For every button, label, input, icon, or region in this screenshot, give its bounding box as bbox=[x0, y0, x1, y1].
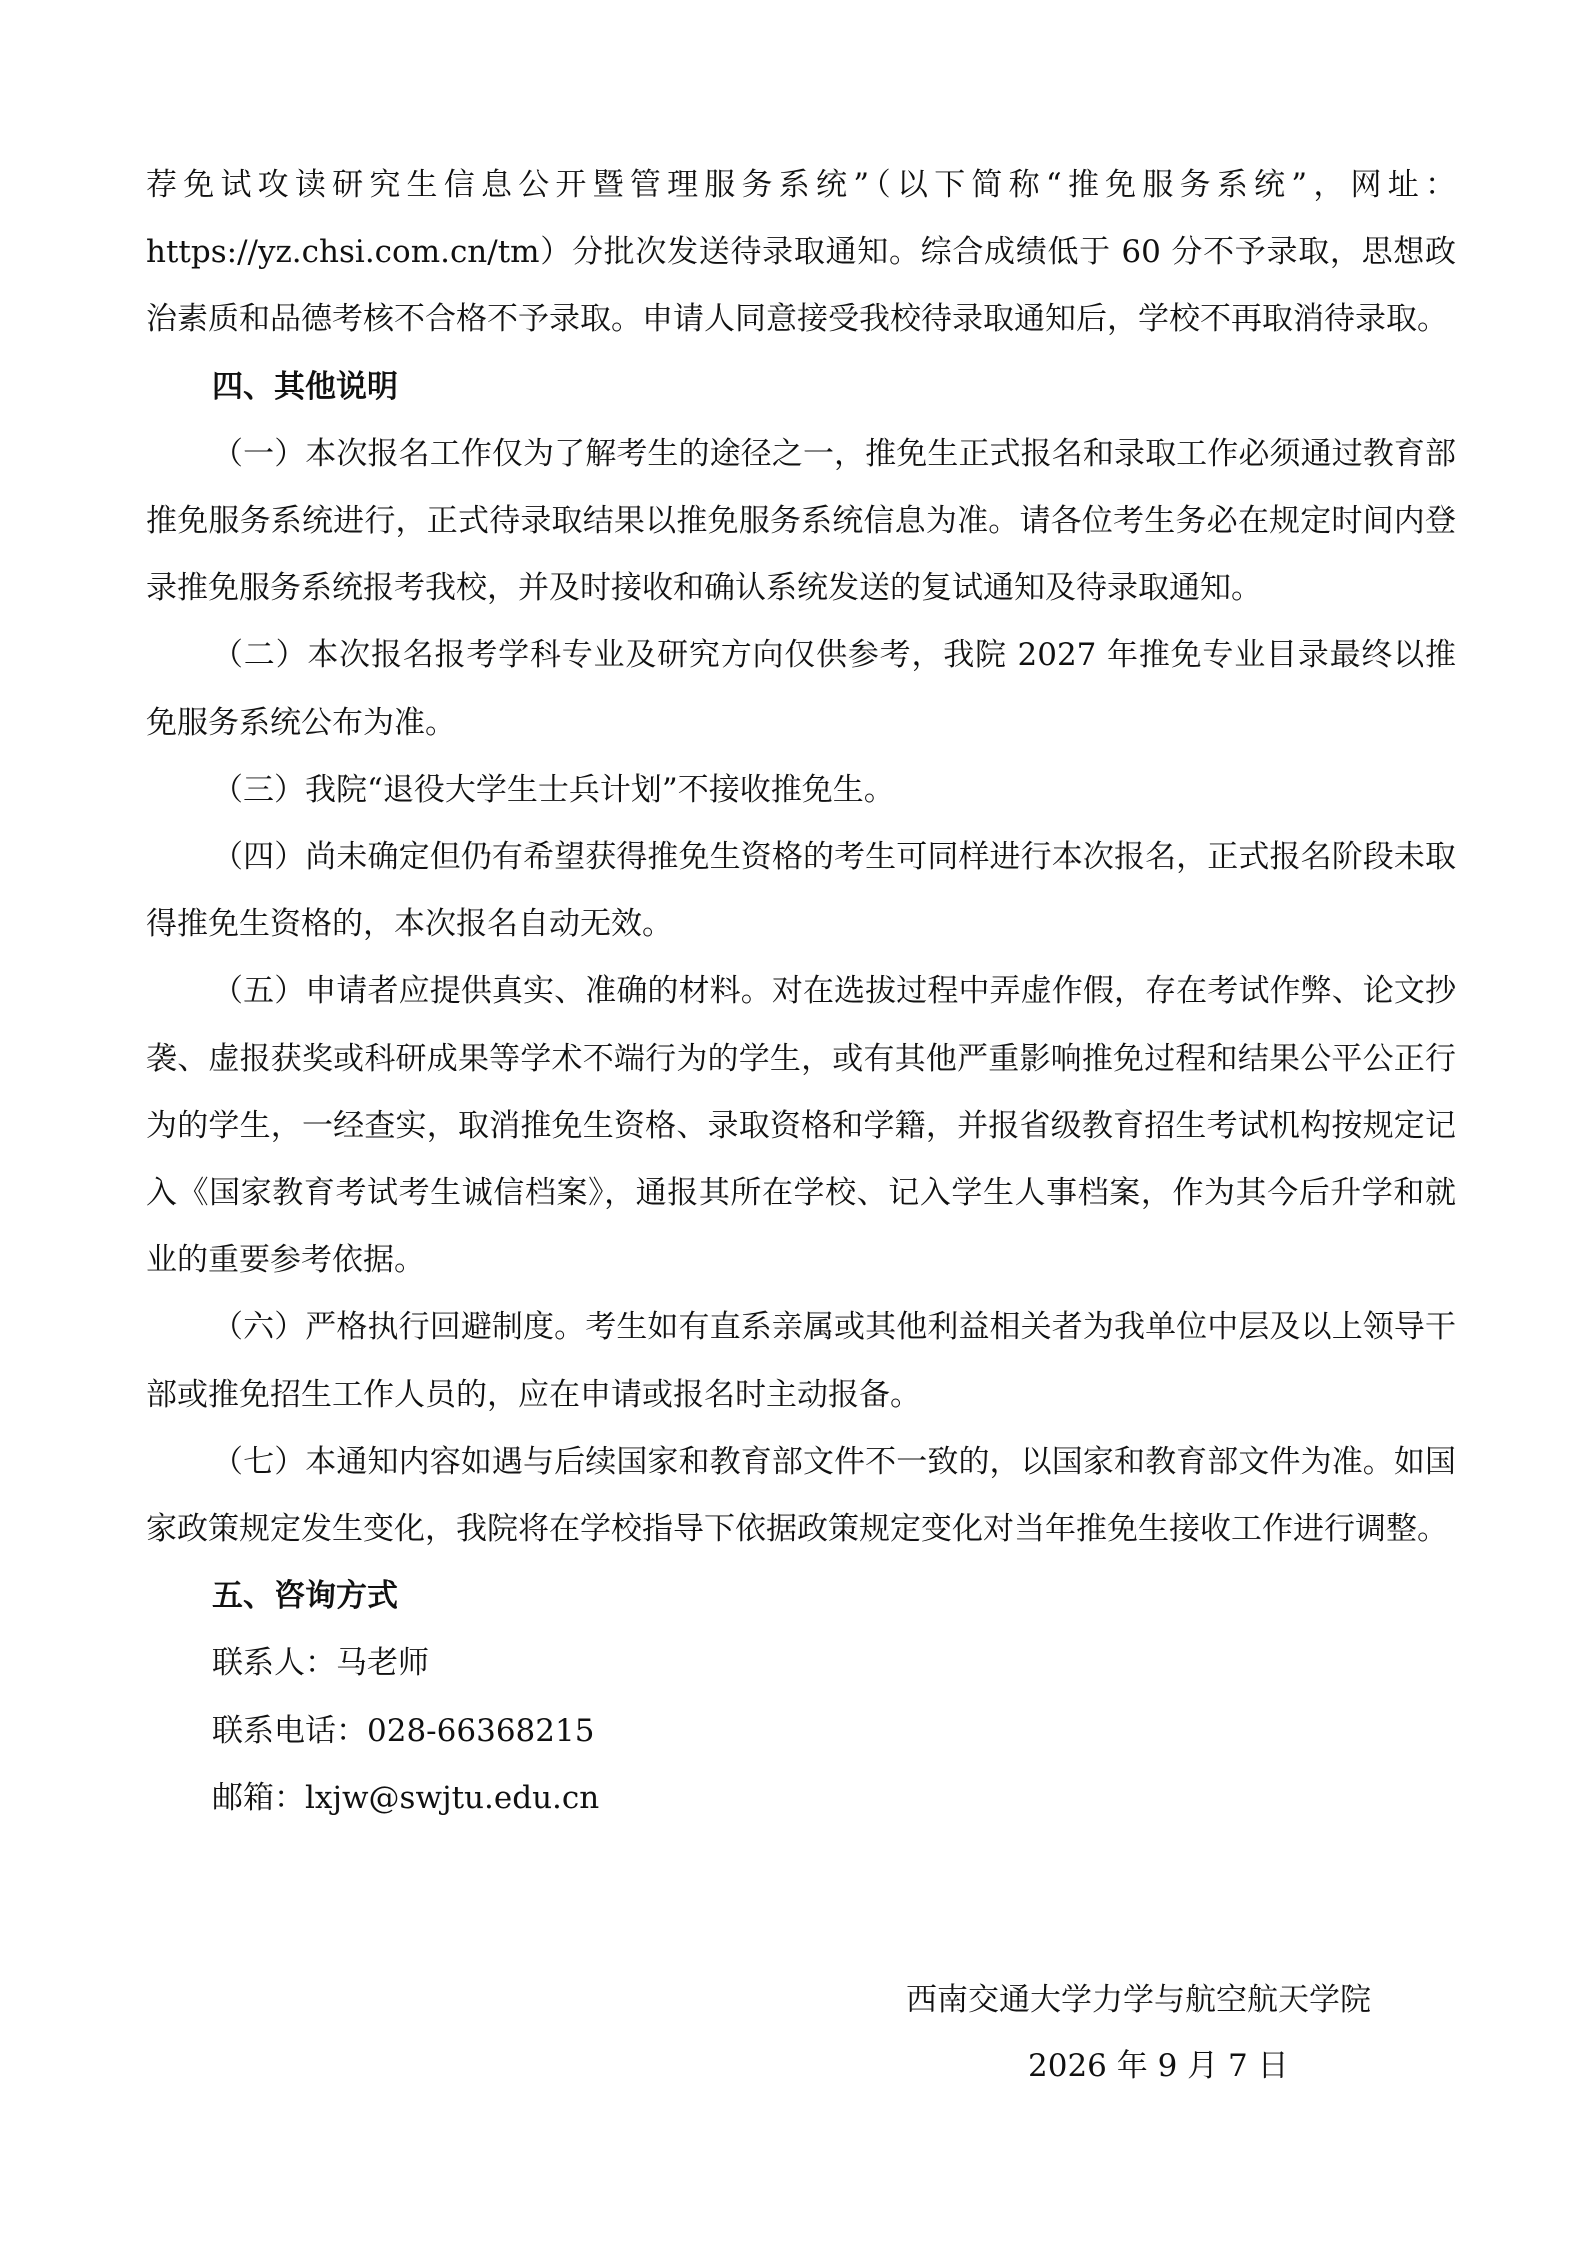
section-4-item-4: （四）尚未确定但仍有希望获得推免生资格的考生可同样进行本次报名，正式报名阶段未取得推免生资格的，本次报名自动无效。 bbox=[146, 839, 1456, 943]
contact-phone: 联系电话：028-66368215 bbox=[212, 1712, 595, 1749]
section-5-heading: 五、咨询方式 bbox=[212, 1578, 398, 1615]
intro-paragraph: 荐免试攻读研究生信息公开暨管理服务系统”（以下简称“推免服务系统”，网址：https://yz.chsi.com.cn/tm）分批次发送待录取通知。综合成绩低于 60 分不予录取，思想政治素质和品德考核不合格不予录取。申请人同意接受我校待录取通知后，学校不再取消待录取。 bbox=[146, 167, 1456, 338]
contact-person: 联系人：马老师 bbox=[212, 1645, 429, 1682]
signature-date: 2026 年 9 月 7 日 bbox=[1028, 2048, 1289, 2084]
section-4-item-1: （一）本次报名工作仅为了解考生的途径之一，推免生正式报名和录取工作必须通过教育部推免服务系统进行，正式待录取结果以推免服务系统信息为准。请各位考生务必在规定时间内登录推免服务系统报考我校，并及时接收和确认系统发送的复试通知及待录取通知。 bbox=[146, 435, 1456, 607]
section-4-heading: 四、其他说明 bbox=[212, 368, 398, 405]
document-body bbox=[146, 152, 1456, 1832]
section-4-item-7: （七）本通知内容如遇与后续国家和教育部文件不一致的，以国家和教育部文件为准。如国家政策规定发生变化，我院将在学校指导下依据政策规定变化对当年推免生接收工作进行调整。 bbox=[146, 1443, 1456, 1548]
section-4-item-6: （六）严格执行回避制度。考生如有直系亲属或其他利益相关者为我单位中层及以上领导干部或推免招生工作人员的，应在申请或报名时主动报备。 bbox=[146, 1309, 1456, 1413]
contact-email: 邮箱：lxjw@swjtu.edu.cn bbox=[212, 1779, 600, 1816]
section-4-item-2: （二）本次报名报考学科专业及研究方向仅供参考，我院 2027 年推免专业目录最终以推免服务系统公布为准。 bbox=[146, 637, 1456, 741]
section-4-item-3: （三）我院“退役大学生士兵计划”不接收推免生。 bbox=[212, 771, 895, 808]
signature-organization: 西南交通大学力学与航空航天学院 bbox=[906, 1982, 1371, 2018]
section-4-item-5: （五）申请者应提供真实、准确的材料。对在选拔过程中弄虚作假，存在考试作弊、论文抄袭、虚报获奖或科研成果等学术不端行为的学生，或有其他严重影响推免过程和结果公平公正行为的学生，一经查实，取消推免生资格、录取资格和学籍，并报省级教育招生考试机构按规定记入《国家教育考试考生诚信档案》，通报其所在学校、记入学生人事档案，作为其今后升学和就业的重要参考依据。 bbox=[146, 973, 1456, 1279]
